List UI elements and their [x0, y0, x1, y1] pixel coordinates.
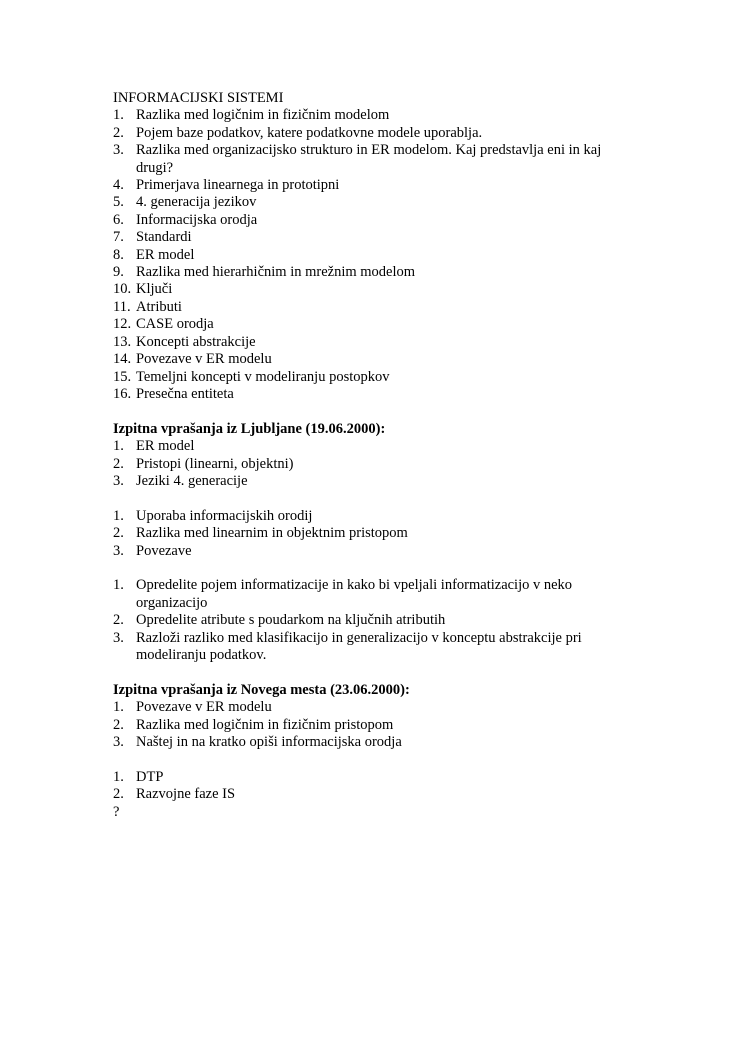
list-item-text: Opredelite atribute s poudarkom na ključnih atributih	[136, 612, 446, 629]
list-item	[113, 438, 633, 455]
list-item	[113, 212, 633, 229]
list-item	[113, 107, 633, 124]
question-list-ljubljana-3	[113, 577, 633, 664]
list-item-number: 3.	[113, 142, 124, 159]
list-item-text: Atributi	[136, 298, 182, 315]
list-item-text: Uporaba informacijskih orodij	[136, 507, 313, 524]
list-item-number: 4.	[113, 177, 124, 194]
list-item-number: 14.	[113, 351, 132, 368]
spacer	[113, 664, 633, 681]
trailing-question-mark: ?	[113, 803, 120, 820]
list-item	[113, 769, 633, 786]
list-item-text: ER model	[136, 246, 195, 263]
list-item-text: Razvojne faze IS	[136, 786, 236, 803]
list-item-number: 11.	[113, 298, 131, 315]
list-item-text: Pojem baze podatkov, katere podatkovne modele uporablja.	[136, 124, 483, 141]
list-item-number: 1.	[113, 699, 124, 716]
list-item-text: Primerjava linearnega in prototipni	[136, 177, 340, 194]
list-item-number: 3.	[113, 629, 124, 646]
list-item-number: 5.	[113, 194, 124, 211]
list-item-text: Razlika med logičnim in fizičnim pristopom	[136, 716, 394, 733]
list-item-number: 12.	[113, 316, 132, 333]
list-item	[113, 334, 633, 351]
list-item-text: CASE orodja	[136, 316, 214, 333]
list-item	[113, 299, 633, 316]
list-item-number: 6.	[113, 211, 124, 228]
spacer	[113, 403, 633, 420]
list-item-number: 7.	[113, 229, 124, 246]
list-item-number: 1.	[113, 507, 124, 524]
list-item	[113, 525, 633, 542]
list-item-text: Temeljni koncepti v modeliranju postopkov	[136, 368, 390, 385]
list-item-text: Povezave v ER modelu	[136, 351, 272, 368]
list-item-text: DTP	[136, 768, 164, 785]
list-item	[113, 316, 633, 333]
list-item-text: Standardi	[136, 229, 192, 246]
list-item	[113, 630, 633, 665]
question-list-ljubljana-2	[113, 508, 633, 560]
list-item	[113, 125, 633, 142]
list-item-text: Razlika med hierarhičnim in mrežnim modelom	[136, 264, 416, 281]
list-item-text: Presečna entiteta	[136, 385, 234, 402]
list-item-number: 3.	[113, 733, 124, 750]
list-item-text: ER model	[136, 438, 195, 455]
list-item	[113, 229, 633, 246]
list-item-text: Povezave	[136, 542, 192, 559]
list-item	[113, 281, 633, 298]
list-item-text: Informacijska orodja	[136, 211, 258, 228]
list-item-text: Razlika med organizacijsko strukturo in ER modelom. Kaj predstavlja eni in kaj drugi?	[136, 142, 602, 176]
document-title: INFORMACIJSKI SISTEMI	[113, 90, 284, 106]
list-item-text: Naštej in na kratko opiši informacijska orodja	[136, 733, 402, 750]
list-item-text: 4. generacija jezikov	[136, 194, 257, 211]
list-item-number: 10.	[113, 281, 132, 298]
list-item-number: 9.	[113, 264, 124, 281]
section-heading-novo-mesto: Izpitna vprašanja iz Novega mesta (23.06.2000):	[113, 681, 410, 698]
list-item-number: 1.	[113, 438, 124, 455]
list-item-number: 1.	[113, 577, 124, 594]
spacer	[113, 560, 633, 577]
list-item-text: Povezave v ER modelu	[136, 699, 272, 716]
list-item-number: 2.	[113, 124, 124, 141]
list-item	[113, 699, 633, 716]
document-page	[113, 90, 633, 821]
list-item	[113, 194, 633, 211]
list-item	[113, 473, 633, 490]
question-list-main	[113, 107, 633, 403]
list-item	[113, 508, 633, 525]
list-item-number: 13.	[113, 333, 132, 350]
list-item	[113, 612, 633, 629]
spacer	[113, 751, 633, 768]
question-list-novo-mesto-1	[113, 699, 633, 751]
list-item	[113, 786, 633, 803]
question-list-ljubljana-1	[113, 438, 633, 490]
list-item	[113, 177, 633, 194]
section-heading-ljubljana: Izpitna vprašanja iz Ljubljane (19.06.2000):	[113, 420, 386, 437]
list-item-text: Koncepti abstrakcije	[136, 333, 256, 350]
list-item-number: 2.	[113, 455, 124, 472]
list-item-text: Jeziki 4. generacije	[136, 472, 248, 489]
list-item-number: 1.	[113, 768, 124, 785]
list-item	[113, 264, 633, 281]
list-item-number: 2.	[113, 786, 124, 803]
list-item-text: Pristopi (linearni, objektni)	[136, 455, 294, 472]
list-item-number: 2.	[113, 716, 124, 733]
list-item-text: Ključi	[136, 281, 173, 298]
question-list-novo-mesto-2	[113, 769, 633, 804]
list-item	[113, 717, 633, 734]
list-item	[113, 543, 633, 560]
list-item	[113, 142, 633, 177]
list-item-number: 3.	[113, 472, 124, 489]
spacer	[113, 490, 633, 507]
list-item	[113, 351, 633, 368]
list-item	[113, 734, 633, 751]
list-item-number: 3.	[113, 542, 124, 559]
list-item-number: 1.	[113, 107, 124, 124]
list-item-text: Opredelite pojem informatizacije in kako bi vpeljali informatizacijo v neko organizacijo	[136, 577, 573, 611]
list-item	[113, 369, 633, 386]
list-item	[113, 456, 633, 473]
list-item-number: 2.	[113, 525, 124, 542]
list-item-text: Razlika med logičnim in fizičnim modelom	[136, 107, 390, 124]
list-item	[113, 386, 633, 403]
list-item	[113, 247, 633, 264]
list-item-number: 8.	[113, 246, 124, 263]
list-item-number: 2.	[113, 612, 124, 629]
list-item	[113, 577, 633, 612]
list-item-text: Razlika med linearnim in objektnim pristopom	[136, 525, 408, 542]
list-item-number: 15.	[113, 368, 132, 385]
list-item-number: 16.	[113, 385, 132, 402]
list-item-text: Razloži razliko med klasifikacijo in generalizacijo v konceptu abstrakcije pri modeliranju podatkov.	[136, 629, 582, 663]
